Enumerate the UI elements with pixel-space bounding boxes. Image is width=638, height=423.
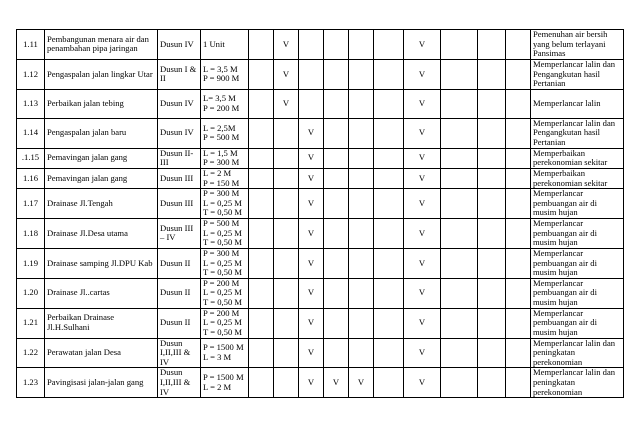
check-mark [506,308,531,338]
check-mark [374,368,404,398]
remark: Pemenuhan air bersih yang belum terlayani Pansimas [531,30,624,60]
check-mark [349,278,374,308]
check-mark [374,189,404,219]
check-mark [249,189,274,219]
table-body [17,30,624,398]
volume-line: P = 1500 M [203,372,244,383]
volume-line: P = 1500 M [203,342,244,353]
volume [201,308,249,338]
check-mark [374,308,404,338]
table-row [17,248,624,278]
remark: Memperlancar lalin dan Pengangkutan hasil Pertanian [531,118,624,148]
check-mark [374,148,404,168]
row-number: 1.16 [17,168,45,188]
check-mark [299,30,324,60]
remark: Memperlancar pembuangan air di musim hujan [531,219,624,249]
volume-line: L = 3,5 M [203,63,238,74]
activity-name: Pemavingan jalan gang [45,148,158,168]
row-number: 1.20 [17,278,45,308]
location: Dusun II [158,278,201,308]
check-mark [478,30,506,60]
volume-line: P = 200 M [203,102,240,113]
volume-line: L = 0,25 M [203,197,242,208]
table-row [17,219,624,249]
remark: Memperlancar lalin dan Pengangkutan hasil Pertanian [531,59,624,89]
check-mark [506,248,531,278]
check-mark: V [299,168,324,188]
check-mark [349,338,374,368]
check-mark [324,168,349,188]
check-mark [349,30,374,60]
check-mark [349,248,374,278]
check-mark [374,30,404,60]
check-mark: V [299,219,324,249]
volume [201,168,249,188]
check-mark: V [299,278,324,308]
volume-line: P = 900 M [203,73,240,84]
check-mark [478,368,506,398]
row-number: 1.13 [17,89,45,118]
volume [201,219,249,249]
check-mark [274,168,299,188]
check-mark [274,338,299,368]
check-mark [249,118,274,148]
check-mark: V [324,368,349,398]
remark: Memperbaikan perekonomian sekitar [531,148,624,168]
remark: Memperlancar lalin dan peningkatan perekonomian [531,368,624,398]
check-mark [506,278,531,308]
check-mark [441,368,478,398]
check-mark: V [299,148,324,168]
check-mark: V [404,368,441,398]
check-mark [249,278,274,308]
remark: Memperlancar lalin [531,89,624,118]
location: Dusun II [158,308,201,338]
table-row [17,30,624,60]
check-mark: V [404,168,441,188]
check-mark [506,30,531,60]
check-mark [441,168,478,188]
check-mark [478,189,506,219]
check-mark [249,219,274,249]
check-mark [274,248,299,278]
check-mark [441,118,478,148]
volume [201,89,249,118]
activity-name: Perawatan jalan Desa [45,338,158,368]
check-mark [506,168,531,188]
check-mark [324,308,349,338]
check-mark [478,148,506,168]
check-mark [349,118,374,148]
volume-line: T = 0,50 M [203,267,243,278]
check-mark [324,189,349,219]
check-mark [274,368,299,398]
check-mark [349,89,374,118]
check-mark [349,308,374,338]
volume-line: T = 0,50 M [203,207,243,218]
volume-line: P = 300 M [203,248,240,258]
volume-line: P = 150 M [203,177,240,188]
check-mark [274,308,299,338]
check-mark: V [404,148,441,168]
volume-line: T = 0,50 M [203,297,243,307]
location: Dusun III [158,189,201,219]
table-row [17,89,624,118]
check-mark [441,278,478,308]
activity-name: Pavingisasi jalan-jalan gang [45,368,158,398]
row-number: 1.21 [17,308,45,338]
check-mark [249,89,274,118]
check-mark [506,189,531,219]
activity-name: Pengaspalan jalan baru [45,118,158,148]
remark: Memperlancar pembuangan air di musim hujan [531,278,624,308]
table-row [17,148,624,168]
volume-line: P = 500 M [203,132,240,143]
check-mark: V [404,248,441,278]
remark: Memperbaikan perekonomian sekitar [531,168,624,188]
check-mark [374,278,404,308]
check-mark [299,89,324,118]
check-mark [506,219,531,249]
check-mark [478,89,506,118]
check-mark [374,338,404,368]
volume-line: L = 2,5M [203,122,236,133]
volume-line: L = 0,25 M [203,317,242,328]
check-mark [324,248,349,278]
volume-line: L = 3 M [203,351,232,362]
activity-name: Drainase Jl.Tengah [45,189,158,219]
activity-name: Drainase samping Jl.DPU Kab [45,248,158,278]
plan-table [16,29,624,398]
check-mark: V [299,338,324,368]
check-mark [274,118,299,148]
table-row [17,278,624,308]
activity-name: Pengaspalan jalan lingkar Utar [45,59,158,89]
check-mark: V [404,30,441,60]
check-mark [249,168,274,188]
check-mark [324,89,349,118]
check-mark [249,308,274,338]
check-mark [506,89,531,118]
volume-line: L = 0,25 M [203,257,242,268]
check-mark [299,59,324,89]
check-mark [506,59,531,89]
check-mark [478,278,506,308]
check-mark [274,219,299,249]
check-mark [374,59,404,89]
check-mark [374,248,404,278]
check-mark [478,59,506,89]
volume-line: L = 0,25 M [203,227,242,238]
table-row [17,368,624,398]
check-mark: V [274,59,299,89]
row-number: 1.22 [17,338,45,368]
volume-line: T = 0,50 M [203,326,243,337]
check-mark [249,248,274,278]
volume-line: L = 2 M [203,168,232,178]
volume-line: P = 300 M [203,188,240,199]
check-mark [324,59,349,89]
volume-line: P = 500 M [203,218,240,228]
check-mark [324,219,349,249]
activity-name: Pemavingan jalan gang [45,168,158,188]
check-mark [374,168,404,188]
volume-line: L = 1,5 M [203,148,238,158]
table-row [17,168,624,188]
row-number: 1.12 [17,59,45,89]
check-mark [478,219,506,249]
remark: Memperlancar pembuangan air di musim hujan [531,308,624,338]
check-mark [441,189,478,219]
row-number: .1.15 [17,148,45,168]
location: Dusun I & II [158,59,201,89]
volume-line: P = 200 M [203,308,240,318]
check-mark [441,59,478,89]
table-row [17,59,624,89]
check-mark [249,368,274,398]
location: Dusun IV [158,118,201,148]
check-mark [478,338,506,368]
volume [201,338,249,368]
volume-line: L = 2 M [203,381,232,392]
check-mark: V [404,219,441,249]
table-row [17,189,624,219]
check-mark: V [274,30,299,60]
row-number: 1.23 [17,368,45,398]
volume [201,189,249,219]
check-mark [324,278,349,308]
check-mark [274,189,299,219]
check-mark: V [404,189,441,219]
check-mark: V [404,59,441,89]
activity-name: Perbaikan jalan tebing [45,89,158,118]
check-mark: V [299,308,324,338]
check-mark [349,59,374,89]
check-mark [374,219,404,249]
check-mark [324,118,349,148]
row-number: 1.11 [17,30,45,60]
check-mark: V [404,278,441,308]
check-mark: V [299,189,324,219]
location: Dusun II-III [158,148,201,168]
check-mark [324,338,349,368]
table-row [17,338,624,368]
volume [201,278,249,308]
check-mark [506,148,531,168]
activity-name: Drainase Jl..cartas [45,278,158,308]
table-row [17,118,624,148]
check-mark [349,219,374,249]
check-mark [249,59,274,89]
activity-name: Drainase Jl.Desa utama [45,219,158,249]
check-mark [349,189,374,219]
activity-name: Pembangunan menara air dan penambahan pipa jaringan [45,30,158,60]
check-mark [478,248,506,278]
volume-line: L= 3,5 M [203,93,236,104]
check-mark [441,308,478,338]
location: Dusun I,II,III & IV [158,338,201,368]
remark: Memperlancar pembuangan air di musim hujan [531,189,624,219]
check-mark [274,278,299,308]
volume [201,30,249,60]
location: Dusun IV [158,30,201,60]
check-mark [441,219,478,249]
check-mark [441,248,478,278]
row-number: 1.18 [17,219,45,249]
volume [201,248,249,278]
check-mark [374,89,404,118]
table-row [17,308,624,338]
activity-name: Perbaikan Drainase Jl.H.Sulhani [45,308,158,338]
check-mark [441,30,478,60]
volume-line: P = 300 M [203,157,240,168]
volume [201,368,249,398]
check-mark [274,148,299,168]
check-mark [324,148,349,168]
location: Dusun III – IV [158,219,201,249]
check-mark: V [404,89,441,118]
check-mark: V [299,368,324,398]
check-mark: V [349,368,374,398]
volume [201,148,249,168]
volume-line: T = 0,50 M [203,237,243,248]
row-number: 1.19 [17,248,45,278]
check-mark [349,168,374,188]
check-mark: V [404,118,441,148]
check-mark [249,30,274,60]
location: Dusun IV [158,89,201,118]
location: Dusun II [158,248,201,278]
check-mark [441,148,478,168]
row-number: 1.17 [17,189,45,219]
check-mark [506,368,531,398]
check-mark: V [404,338,441,368]
volume-line: L = 0,25 M [203,287,242,298]
volume-line: P = 200 M [203,278,240,288]
check-mark [478,308,506,338]
check-mark: V [299,118,324,148]
remark: Memperlancar pembuangan air di musim hujan [531,248,624,278]
check-mark [506,118,531,148]
check-mark [478,168,506,188]
remark: Memperlancar lalin dan peningkatan perekonomian [531,338,624,368]
check-mark: V [404,308,441,338]
check-mark [506,338,531,368]
check-mark [249,338,274,368]
location: Dusun I,II,III & IV [158,368,201,398]
check-mark: V [299,248,324,278]
volume [201,59,249,89]
volume-line: 1 Unit [203,38,225,49]
volume [201,118,249,148]
check-mark [441,89,478,118]
check-mark [441,338,478,368]
check-mark [249,148,274,168]
check-mark [374,118,404,148]
check-mark: V [274,89,299,118]
check-mark [349,148,374,168]
check-mark [478,118,506,148]
check-mark [324,30,349,60]
location: Dusun III [158,168,201,188]
row-number: 1.14 [17,118,45,148]
